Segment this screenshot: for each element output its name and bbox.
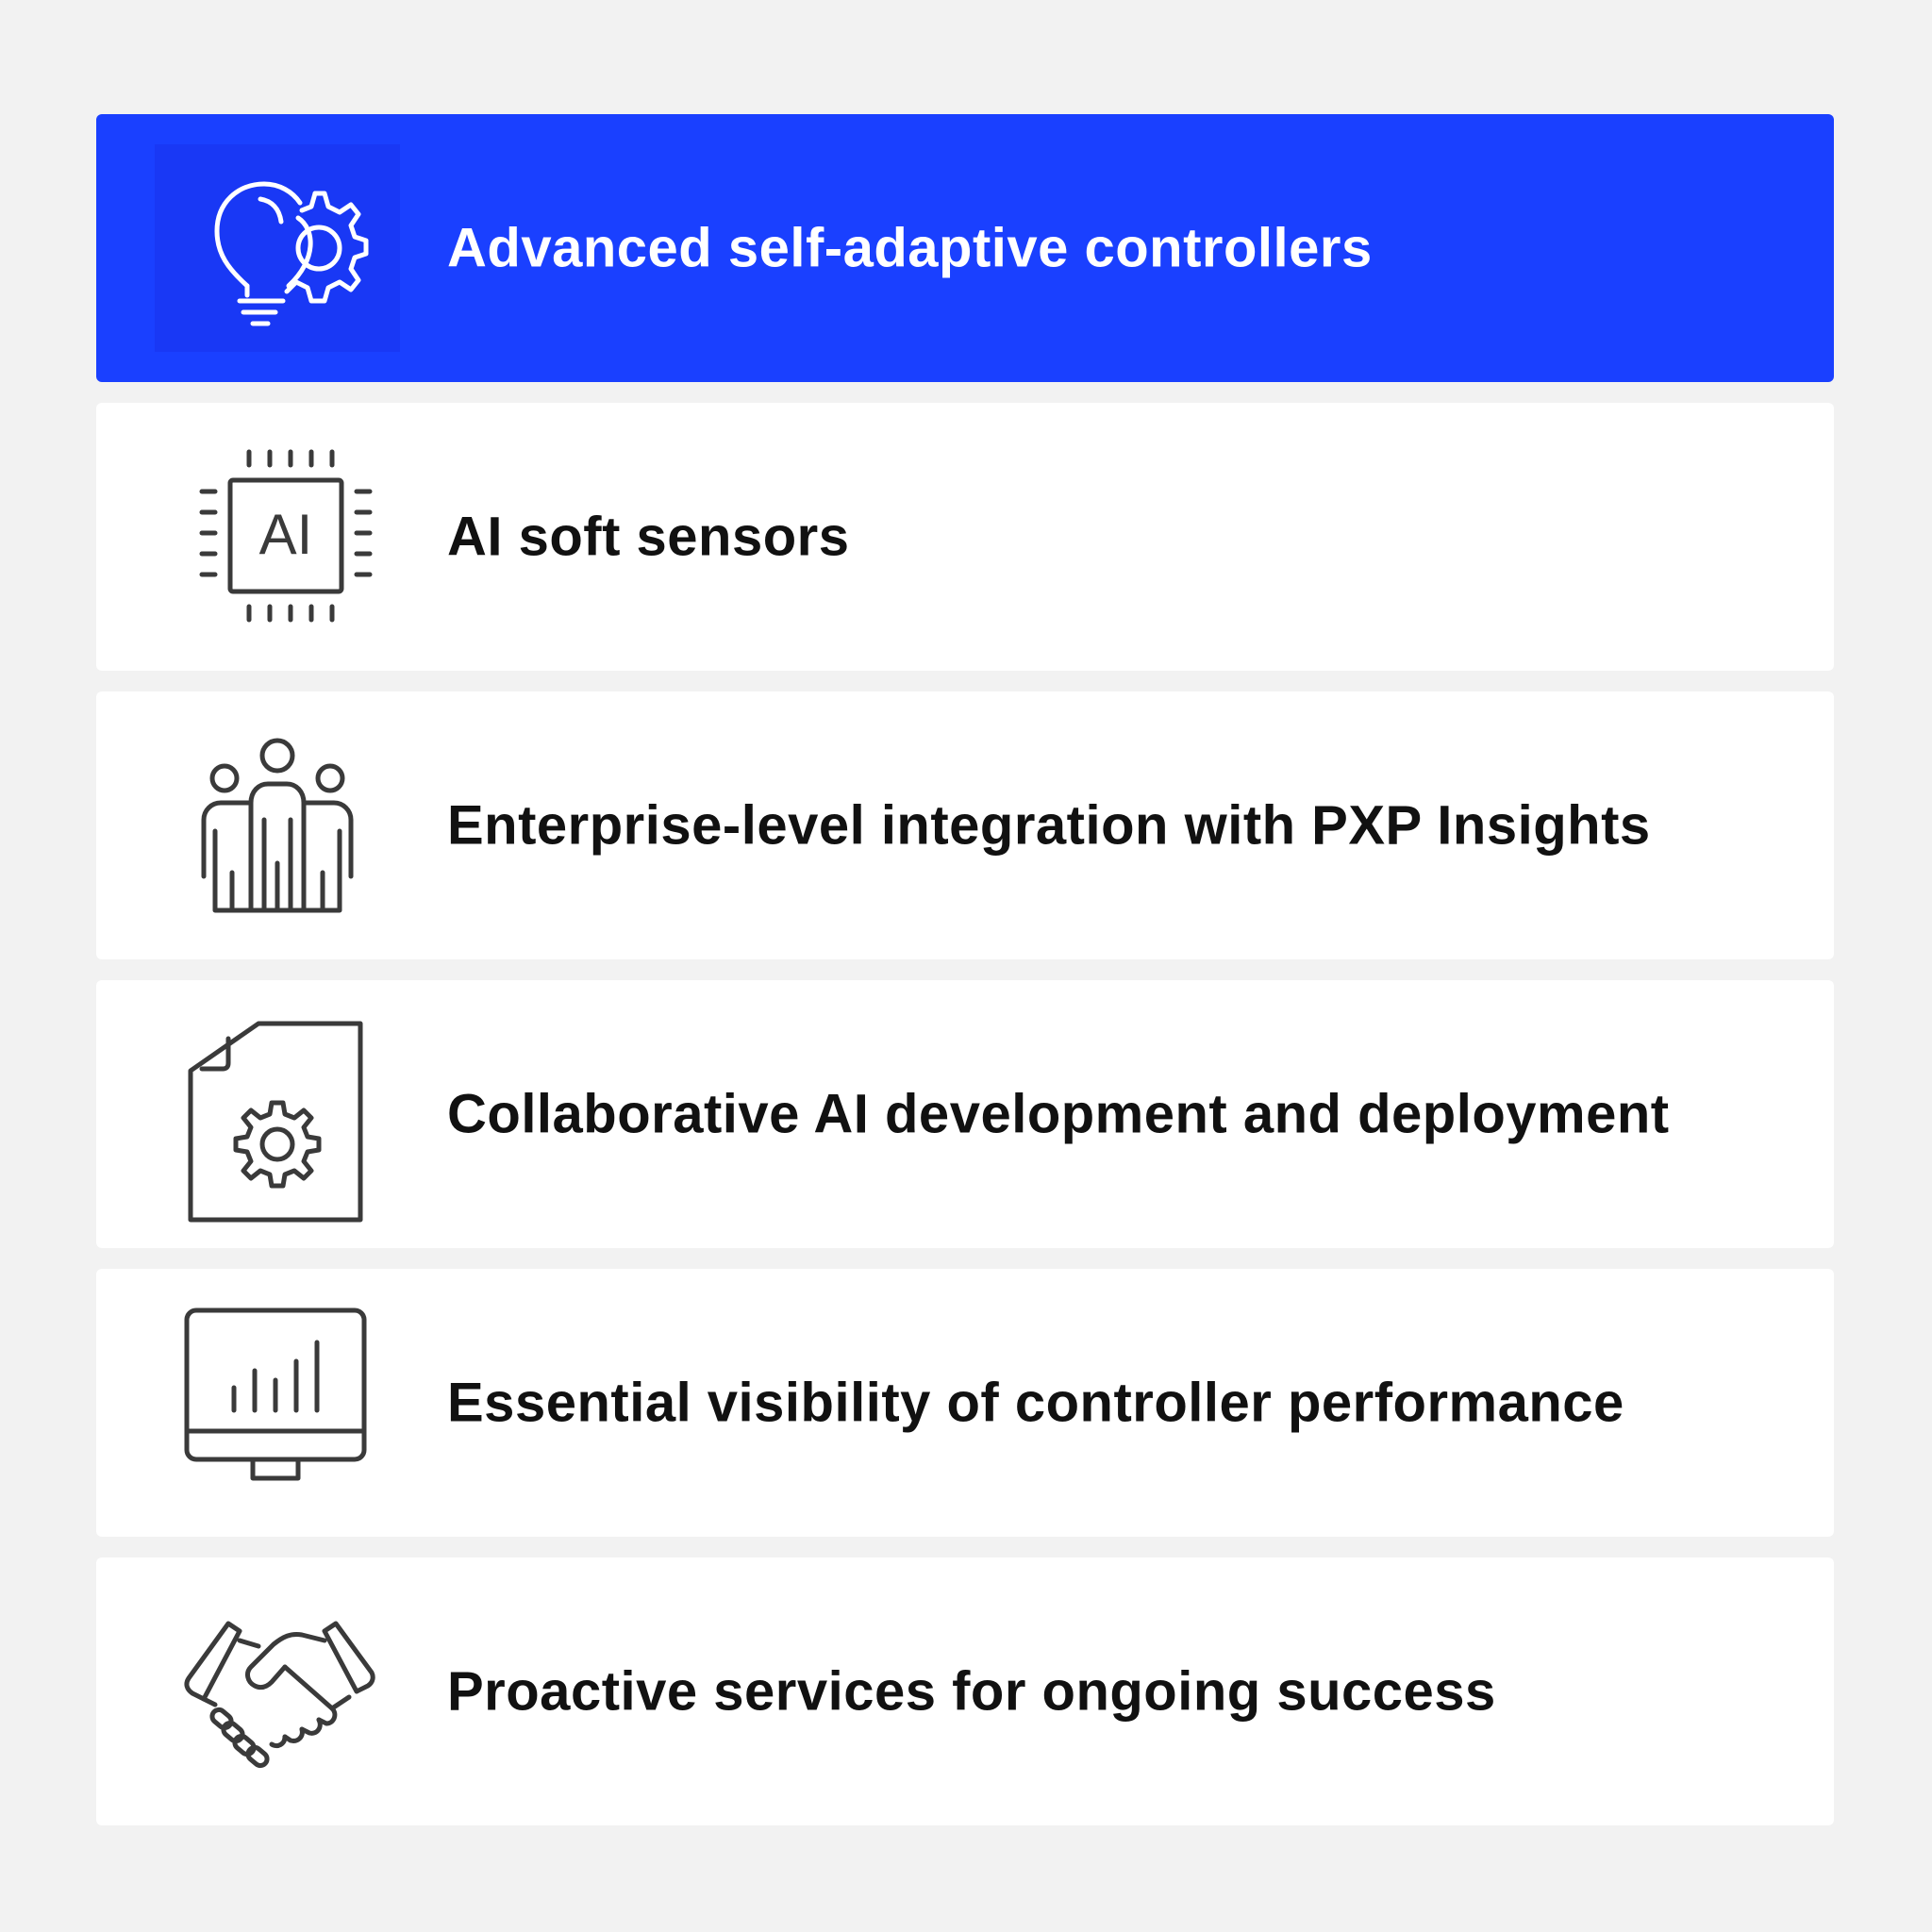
feature-label: Essential visibility of controller performance — [447, 1372, 1624, 1434]
lightbulb-gear-icon — [155, 144, 400, 352]
feature-card-proactive-services[interactable] — [96, 1557, 1834, 1825]
feature-label: Advanced self-adaptive controllers — [447, 217, 1373, 279]
feature-card-ai-soft-sensors[interactable] — [96, 403, 1834, 671]
ai-chip-icon — [155, 433, 400, 641]
feature-card-self-adaptive-controllers[interactable] — [96, 114, 1834, 382]
handshake-icon — [155, 1588, 400, 1795]
team-people-icon — [155, 722, 400, 929]
feature-label: Proactive services for ongoing success — [447, 1660, 1496, 1723]
feature-label: AI soft sensors — [447, 506, 850, 568]
feature-card-collaborative-ai[interactable] — [96, 980, 1834, 1248]
feature-card-controller-visibility[interactable] — [96, 1269, 1834, 1537]
chip-text: AI — [258, 503, 313, 566]
monitor-bar-chart-icon — [155, 1299, 400, 1507]
feature-label: Enterprise-level integration with PXP Insights — [447, 794, 1651, 857]
document-gear-icon — [155, 1010, 400, 1218]
feature-list — [96, 114, 1834, 1846]
feature-card-enterprise-integration[interactable] — [96, 691, 1834, 959]
feature-label: Collaborative AI development and deployment — [447, 1083, 1670, 1145]
